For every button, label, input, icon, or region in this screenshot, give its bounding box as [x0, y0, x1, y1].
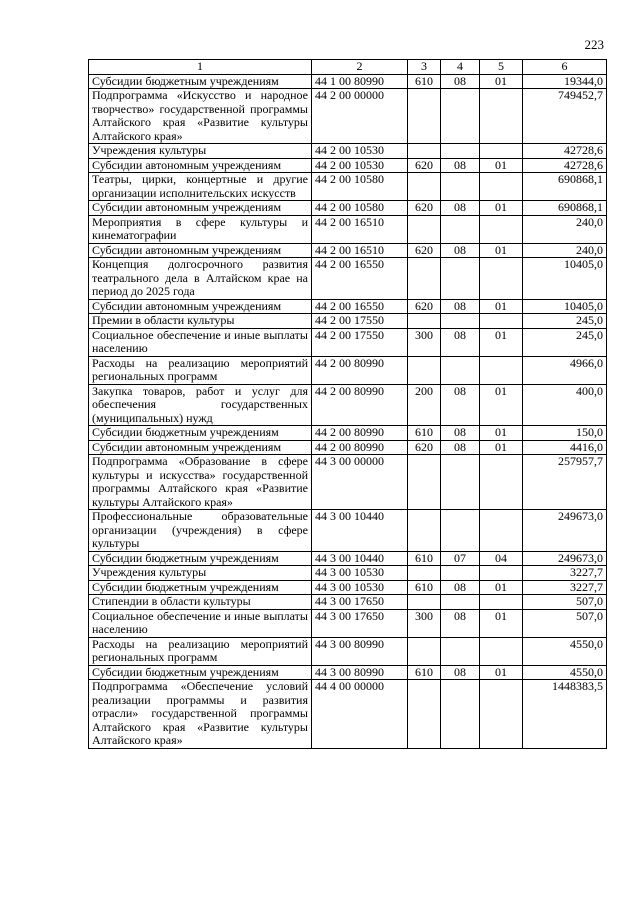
- row-section: 08: [441, 299, 480, 314]
- row-code: 44 2 00 80990: [312, 426, 408, 441]
- row-code: 44 2 00 16550: [312, 258, 408, 300]
- row-name: Социальное обеспечение и иные выплаты населению: [89, 328, 312, 356]
- row-expense-type: 610: [408, 580, 441, 595]
- row-subsection: 01: [480, 201, 523, 216]
- row-section: [441, 314, 480, 329]
- row-section: [441, 258, 480, 300]
- row-expense-type: [408, 455, 441, 510]
- row-amount: 1448383,5: [523, 680, 607, 749]
- row-subsection: 01: [480, 299, 523, 314]
- row-amount: 507,0: [523, 595, 607, 610]
- row-amount: 19344,0: [523, 74, 607, 89]
- row-name: Расходы на реализацию мероприятий региональных программ: [89, 356, 312, 384]
- row-section: 08: [441, 609, 480, 637]
- row-section: [441, 595, 480, 610]
- budget-table: [88, 59, 607, 749]
- row-expense-type: [408, 637, 441, 665]
- row-expense-type: 300: [408, 328, 441, 356]
- row-expense-type: [408, 510, 441, 552]
- row-expense-type: 620: [408, 440, 441, 455]
- row-name: Мероприятия в сфере культуры и кинематографии: [89, 215, 312, 243]
- table-row: [89, 215, 607, 243]
- row-section: 08: [441, 580, 480, 595]
- row-subsection: 01: [480, 158, 523, 173]
- row-name: Премии в области культуры: [89, 314, 312, 329]
- row-subsection: 01: [480, 440, 523, 455]
- table-row: [89, 637, 607, 665]
- table-row: [89, 680, 607, 749]
- row-amount: 42728,6: [523, 144, 607, 159]
- row-expense-type: [408, 144, 441, 159]
- row-name: Субсидии бюджетным учреждениям: [89, 580, 312, 595]
- table-row: [89, 258, 607, 300]
- row-section: [441, 455, 480, 510]
- row-name: Субсидии бюджетным учреждениям: [89, 551, 312, 566]
- row-amount: 245,0: [523, 314, 607, 329]
- row-code: 44 2 00 80990: [312, 384, 408, 426]
- row-section: 08: [441, 328, 480, 356]
- row-expense-type: [408, 258, 441, 300]
- row-name: Субсидии бюджетным учреждениям: [89, 665, 312, 680]
- row-name: Подпрограмма «Образование в сфере культуры и искусства» государственной программы Алтайского края «Развитие культуры Алтайского края»: [89, 455, 312, 510]
- row-section: [441, 89, 480, 144]
- page-number: 223: [584, 37, 604, 52]
- table-row: [89, 384, 607, 426]
- row-code: 44 3 00 80990: [312, 637, 408, 665]
- row-name: Субсидии автономным учреждениям: [89, 158, 312, 173]
- row-expense-type: 610: [408, 426, 441, 441]
- row-section: 08: [441, 665, 480, 680]
- column-header: 2: [312, 60, 408, 75]
- row-name: Подпрограмма «Искусство и народное творчество» государственной программы Алтайского края «Развитие культуры Алтайского края»: [89, 89, 312, 144]
- table-row: [89, 455, 607, 510]
- row-code: 44 3 00 10530: [312, 566, 408, 581]
- row-code: 44 3 00 17650: [312, 609, 408, 637]
- row-code: 44 3 00 00000: [312, 455, 408, 510]
- column-header: 1: [89, 60, 312, 75]
- row-code: 44 2 00 10530: [312, 158, 408, 173]
- row-code: 44 2 00 10580: [312, 173, 408, 201]
- table-row: [89, 243, 607, 258]
- row-subsection: 01: [480, 665, 523, 680]
- row-subsection: 01: [480, 609, 523, 637]
- table-row: [89, 551, 607, 566]
- row-amount: 3227,7: [523, 580, 607, 595]
- table-row: [89, 144, 607, 159]
- row-name: Социальное обеспечение и иные выплаты населению: [89, 609, 312, 637]
- row-section: [441, 215, 480, 243]
- row-subsection: [480, 89, 523, 144]
- row-section: 08: [441, 426, 480, 441]
- row-code: 44 2 00 16550: [312, 299, 408, 314]
- row-subsection: [480, 566, 523, 581]
- row-subsection: [480, 510, 523, 552]
- row-section: [441, 356, 480, 384]
- row-amount: 4550,0: [523, 637, 607, 665]
- column-header: 5: [480, 60, 523, 75]
- row-name: Театры, цирки, концертные и другие организации исполнительских искусств: [89, 173, 312, 201]
- row-amount: 42728,6: [523, 158, 607, 173]
- row-expense-type: 300: [408, 609, 441, 637]
- row-amount: 249673,0: [523, 510, 607, 552]
- row-expense-type: [408, 215, 441, 243]
- table-row: [89, 314, 607, 329]
- row-section: 08: [441, 158, 480, 173]
- row-amount: 150,0: [523, 426, 607, 441]
- row-amount: 245,0: [523, 328, 607, 356]
- row-subsection: [480, 680, 523, 749]
- row-amount: 4416,0: [523, 440, 607, 455]
- row-expense-type: [408, 356, 441, 384]
- row-expense-type: 620: [408, 201, 441, 216]
- row-section: [441, 173, 480, 201]
- row-subsection: [480, 314, 523, 329]
- table-row: [89, 201, 607, 216]
- row-code: 44 2 00 80990: [312, 356, 408, 384]
- row-code: 44 2 00 17550: [312, 328, 408, 356]
- row-name: Субсидии автономным учреждениям: [89, 299, 312, 314]
- row-name: Концепция долгосрочного развития театрального дела в Алтайском крае на период до 2025 года: [89, 258, 312, 300]
- row-section: 07: [441, 551, 480, 566]
- row-name: Стипендии в области культуры: [89, 595, 312, 610]
- row-code: 44 2 00 16510: [312, 215, 408, 243]
- table-body: [89, 74, 607, 748]
- table-row: [89, 74, 607, 89]
- row-expense-type: 620: [408, 243, 441, 258]
- row-expense-type: [408, 566, 441, 581]
- table-row: [89, 426, 607, 441]
- row-name: Расходы на реализацию мероприятий региональных программ: [89, 637, 312, 665]
- table-row: [89, 440, 607, 455]
- row-section: 08: [441, 74, 480, 89]
- row-code: 44 3 00 17650: [312, 595, 408, 610]
- header-row: [89, 60, 607, 75]
- row-code: 44 2 00 80990: [312, 440, 408, 455]
- row-amount: 749452,7: [523, 89, 607, 144]
- row-amount: 249673,0: [523, 551, 607, 566]
- row-code: 44 3 00 10440: [312, 551, 408, 566]
- row-amount: 10405,0: [523, 299, 607, 314]
- column-header: 3: [408, 60, 441, 75]
- row-subsection: 01: [480, 74, 523, 89]
- row-amount: 690868,1: [523, 201, 607, 216]
- row-code: 44 1 00 80990: [312, 74, 408, 89]
- table-row: [89, 510, 607, 552]
- row-code: 44 2 00 16510: [312, 243, 408, 258]
- row-subsection: [480, 595, 523, 610]
- row-section: [441, 144, 480, 159]
- row-code: 44 3 00 80990: [312, 665, 408, 680]
- row-name: Подпрограмма «Обеспечение условий реализации программы и развития отрасли» государственной программы Алтайского края «Развитие культуры Алтайского края»: [89, 680, 312, 749]
- row-subsection: [480, 173, 523, 201]
- row-section: 08: [441, 384, 480, 426]
- row-code: 44 3 00 10530: [312, 580, 408, 595]
- row-section: 08: [441, 243, 480, 258]
- row-name: Закупка товаров, работ и услуг для обеспечения государственных (муниципальных) нужд: [89, 384, 312, 426]
- table-row: [89, 328, 607, 356]
- row-subsection: [480, 215, 523, 243]
- column-header: 4: [441, 60, 480, 75]
- column-header: 6: [523, 60, 607, 75]
- row-name: Профессиональные образовательные организации (учреждения) в сфере культуры: [89, 510, 312, 552]
- row-code: 44 4 00 00000: [312, 680, 408, 749]
- row-code: 44 2 00 10530: [312, 144, 408, 159]
- table-row: [89, 299, 607, 314]
- row-expense-type: [408, 595, 441, 610]
- row-expense-type: 610: [408, 665, 441, 680]
- row-amount: 507,0: [523, 609, 607, 637]
- row-name: Субсидии бюджетным учреждениям: [89, 74, 312, 89]
- table-row: [89, 356, 607, 384]
- row-code: 44 3 00 10440: [312, 510, 408, 552]
- row-subsection: [480, 356, 523, 384]
- table-row: [89, 89, 607, 144]
- row-subsection: [480, 258, 523, 300]
- row-subsection: [480, 144, 523, 159]
- table-row: [89, 158, 607, 173]
- row-amount: 240,0: [523, 215, 607, 243]
- row-name: Субсидии автономным учреждениям: [89, 243, 312, 258]
- row-amount: 3227,7: [523, 566, 607, 581]
- row-subsection: [480, 637, 523, 665]
- row-name: Субсидии автономным учреждениям: [89, 440, 312, 455]
- row-name: Субсидии бюджетным учреждениям: [89, 426, 312, 441]
- row-amount: 400,0: [523, 384, 607, 426]
- row-expense-type: [408, 314, 441, 329]
- row-subsection: 01: [480, 328, 523, 356]
- row-expense-type: 620: [408, 299, 441, 314]
- row-section: [441, 566, 480, 581]
- row-amount: 690868,1: [523, 173, 607, 201]
- row-amount: 4550,0: [523, 665, 607, 680]
- row-amount: 240,0: [523, 243, 607, 258]
- table-row: [89, 566, 607, 581]
- row-expense-type: 610: [408, 74, 441, 89]
- table-row: [89, 609, 607, 637]
- row-name: Учреждения культуры: [89, 144, 312, 159]
- table-row: [89, 580, 607, 595]
- row-expense-type: [408, 680, 441, 749]
- row-code: 44 2 00 17550: [312, 314, 408, 329]
- row-code: 44 2 00 00000: [312, 89, 408, 144]
- row-amount: 257957,7: [523, 455, 607, 510]
- row-subsection: [480, 455, 523, 510]
- row-section: [441, 637, 480, 665]
- row-subsection: 01: [480, 426, 523, 441]
- row-subsection: 01: [480, 580, 523, 595]
- row-expense-type: 620: [408, 158, 441, 173]
- row-expense-type: [408, 89, 441, 144]
- row-expense-type: 610: [408, 551, 441, 566]
- row-subsection: 01: [480, 384, 523, 426]
- row-expense-type: 200: [408, 384, 441, 426]
- row-expense-type: [408, 173, 441, 201]
- table-row: [89, 173, 607, 201]
- row-amount: 4966,0: [523, 356, 607, 384]
- row-name: Учреждения культуры: [89, 566, 312, 581]
- row-section: 08: [441, 201, 480, 216]
- row-section: [441, 680, 480, 749]
- table-row: [89, 595, 607, 610]
- row-code: 44 2 00 10580: [312, 201, 408, 216]
- row-section: [441, 510, 480, 552]
- row-subsection: 01: [480, 243, 523, 258]
- row-name: Субсидии автономным учреждениям: [89, 201, 312, 216]
- row-section: 08: [441, 440, 480, 455]
- row-subsection: 04: [480, 551, 523, 566]
- table-row: [89, 665, 607, 680]
- row-amount: 10405,0: [523, 258, 607, 300]
